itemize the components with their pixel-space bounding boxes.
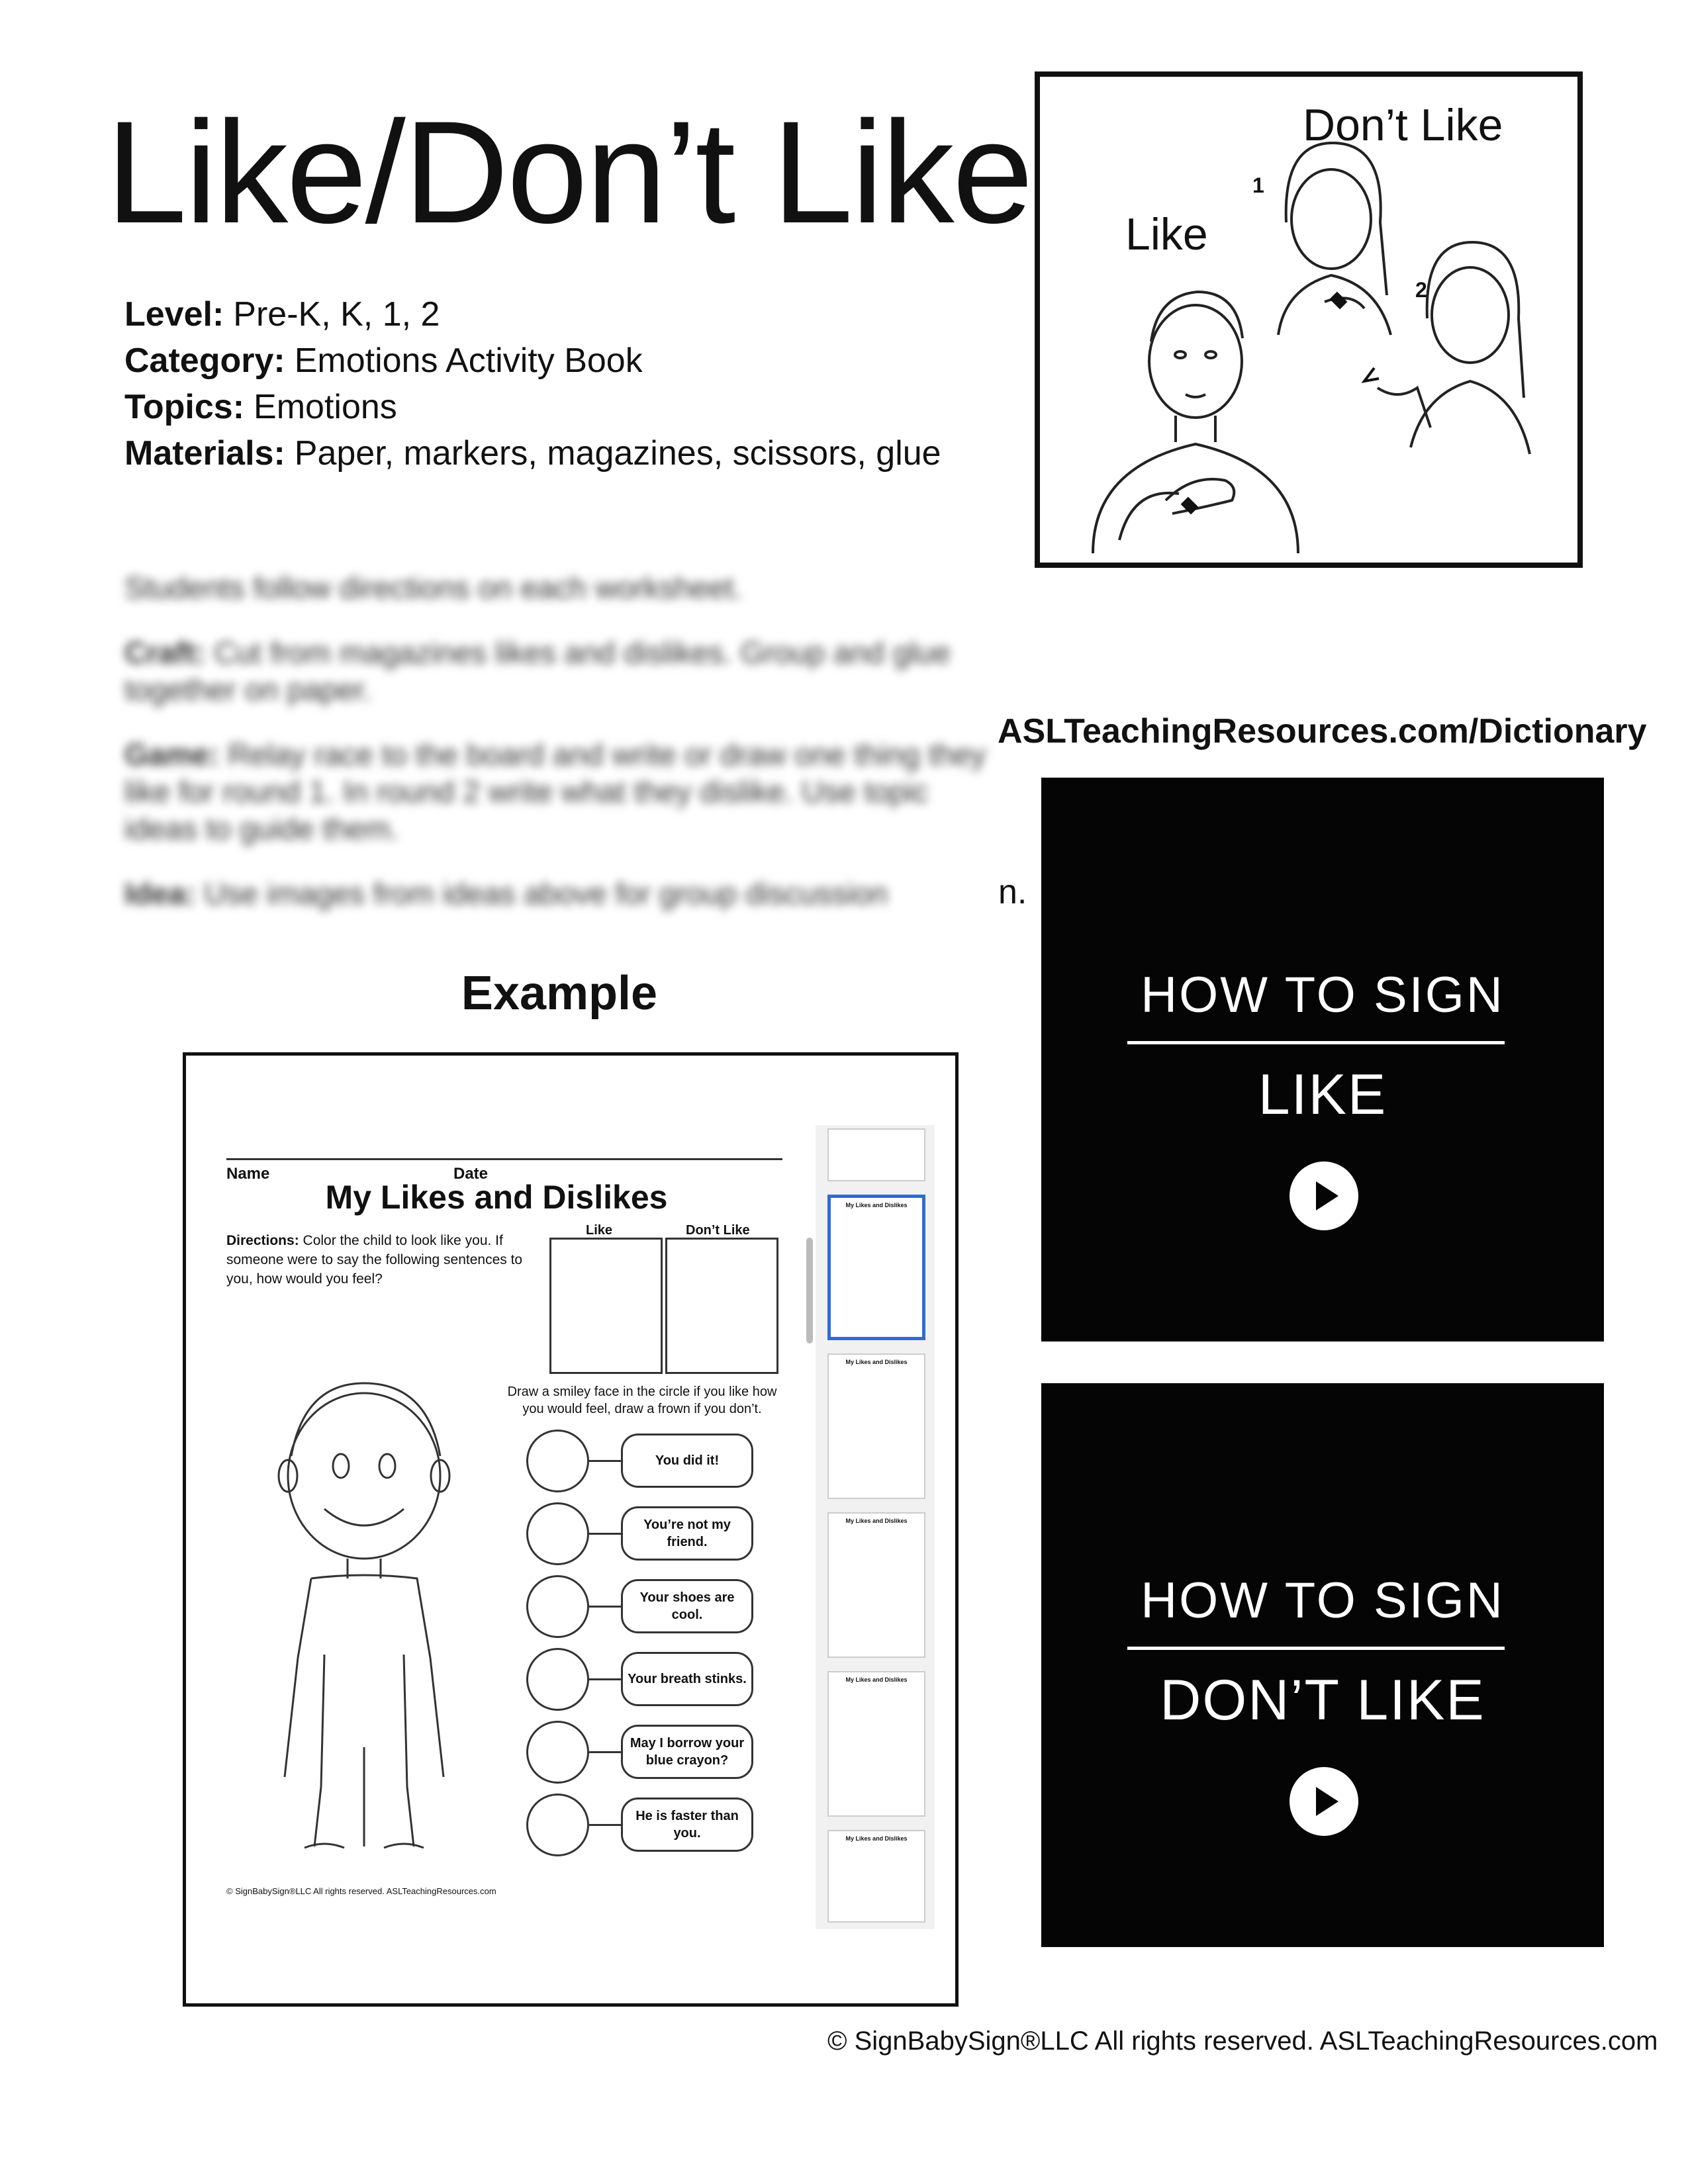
page-thumbnails xyxy=(816,1125,935,1929)
example-heading: Example xyxy=(461,967,658,1020)
page-thumbnail[interactable] xyxy=(827,1353,925,1499)
sentence-row xyxy=(526,1575,778,1638)
thumbnail-title: My Likes and Dislikes xyxy=(845,1359,908,1365)
video-how-to-sign-like[interactable] xyxy=(1041,778,1604,1342)
blurred-craft: Craft: Cut from magazines likes and dislikes. Group and glue together on paper. xyxy=(124,635,951,707)
name-line xyxy=(226,1158,782,1160)
worksheet-instruction: Draw a smiley face in the circle if you like how you would feel, draw a frown if you don’t. xyxy=(507,1385,777,1416)
page-thumbnail[interactable] xyxy=(827,1512,925,1658)
sentence-row xyxy=(526,1721,778,1784)
thumbnail-title: My Likes and Dislikes xyxy=(845,1676,908,1683)
column-like-label: Like xyxy=(586,1223,613,1238)
child-outline-drawing xyxy=(232,1377,496,1880)
page-thumbnail[interactable] xyxy=(827,1128,925,1181)
meta-topics: Topics: Emotions xyxy=(124,388,397,426)
dont-like-sign-box xyxy=(665,1238,778,1374)
answer-circle xyxy=(526,1648,589,1711)
like-label: Like xyxy=(1125,209,1208,259)
answer-circle xyxy=(526,1502,589,1565)
worksheet-footer: © SignBabySign®LLC All rights reserved. ASLTeachingResources.com xyxy=(226,1886,496,1896)
stray-period: n. xyxy=(998,873,1027,911)
name-label: Name xyxy=(226,1165,270,1183)
video-word: DON’T LIKE xyxy=(1160,1668,1485,1732)
like-sign-box xyxy=(549,1238,663,1374)
lesson-meta xyxy=(124,291,941,477)
blurred-instructions xyxy=(124,569,1005,940)
answer-circle xyxy=(526,1794,589,1856)
date-label: Date xyxy=(453,1165,489,1183)
worksheet-title: My Likes and Dislikes xyxy=(325,1179,668,1216)
page-title: Like/Don’t Like xyxy=(106,91,1031,253)
sentence-row xyxy=(526,1648,778,1711)
sentence-row xyxy=(526,1502,778,1565)
sentence-bubble: May I borrow your blue crayon? xyxy=(621,1725,753,1779)
divider xyxy=(1127,1041,1505,1044)
answer-circle xyxy=(526,1721,589,1784)
meta-materials: Materials: Paper, markers, magazines, scissors, glue xyxy=(124,434,941,473)
video-how-to-sign-dont-like[interactable] xyxy=(1041,1383,1604,1947)
dictionary-link[interactable]: ASLTeachingResources.com/Dictionary xyxy=(998,712,1647,751)
sentence-bubble: Your shoes are cool. xyxy=(621,1579,753,1633)
page-thumbnail[interactable] xyxy=(827,1830,925,1923)
step-number: 1 xyxy=(1252,173,1264,197)
sentence-row xyxy=(526,1794,778,1856)
sentence-bubble: He is faster than you. xyxy=(621,1797,753,1852)
copyright-footer: © SignBabySign®LLC All rights reserved. ASLTeachingResources.com xyxy=(827,2026,1658,2056)
meta-category: Category: Emotions Activity Book xyxy=(124,341,643,380)
meta-level: Level: Pre-K, K, 1, 2 xyxy=(124,295,440,334)
video-word: LIKE xyxy=(1258,1063,1387,1126)
sentence-bubble: You’re not my friend. xyxy=(621,1506,753,1561)
page-thumbnail-selected[interactable] xyxy=(827,1195,925,1340)
blurred-idea: Idea: Use images from ideas above for group discussion xyxy=(124,876,888,911)
dont-like-label: Don’t Like xyxy=(1303,100,1503,150)
column-dont-like-label: Don’t Like xyxy=(686,1223,750,1238)
video-heading: HOW TO SIGN xyxy=(1141,967,1505,1023)
sentence-bubble: Your breath stinks. xyxy=(621,1652,753,1706)
page-thumbnail[interactable] xyxy=(827,1671,925,1817)
answer-circle xyxy=(526,1430,589,1492)
divider xyxy=(1127,1647,1505,1650)
step-number: 2 xyxy=(1415,278,1427,302)
scrollbar[interactable] xyxy=(806,1238,813,1343)
worksheet-preview xyxy=(218,1152,781,1933)
sentence-bubble: You did it! xyxy=(621,1433,753,1488)
play-icon[interactable] xyxy=(1289,1161,1358,1230)
thumbnail-title: My Likes and Dislikes xyxy=(845,1202,908,1208)
thumbnail-title: My Likes and Dislikes xyxy=(845,1835,908,1842)
sentence-row xyxy=(526,1430,778,1492)
answer-circle xyxy=(526,1575,589,1638)
thumbnail-title: My Likes and Dislikes xyxy=(845,1518,908,1524)
blurred-intro: Students follow directions on each worksheet. xyxy=(124,570,743,605)
blurred-game: Game: Relay race to the board and write or draw one thing they like for round 1. In round 2 write what they dislike. Use topic ideas to guide them. xyxy=(124,737,986,846)
worksheet-directions: Directions: Color the child to look like you. If someone were to say the following sentences to you, how would you feel? xyxy=(226,1233,523,1287)
play-icon[interactable] xyxy=(1289,1767,1358,1836)
video-heading: HOW TO SIGN xyxy=(1141,1572,1505,1629)
